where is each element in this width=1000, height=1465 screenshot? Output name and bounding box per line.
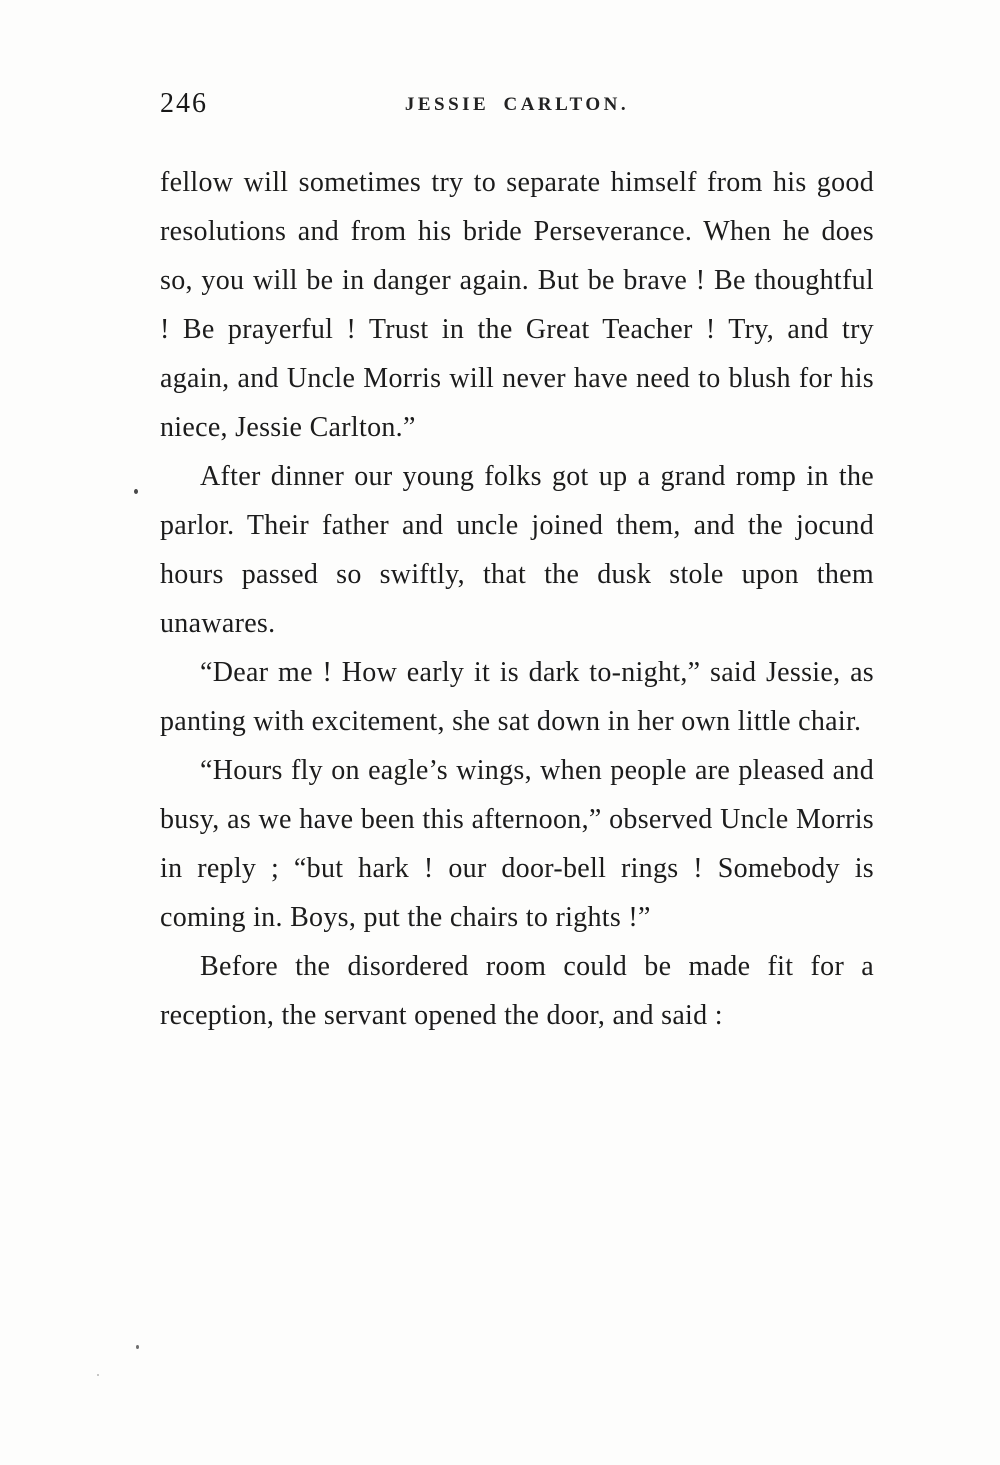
paragraph: After dinner our young folks got up a grand romp in the parlor. Their father and uncle joined them, and the jocund hours passed so swiftly, that the dusk stole upon them unawares. xyxy=(160,461,874,639)
page-header xyxy=(160,88,874,124)
ink-speck xyxy=(97,1374,99,1376)
page-number: 246 xyxy=(160,88,208,119)
running-header: JESSIE CARLTON. xyxy=(404,94,630,115)
paragraph: “Hours fly on eagle’s wings, when people are pleased and busy, as we have been this afternoon,” observed Uncle Morris in reply ; “but hark ! our door-bell rings ! Somebody is coming in. Boys, put the chairs to rights !” xyxy=(160,755,874,933)
paragraph: Before the disordered room could be made fit for a reception, the servant opened the door, and said : xyxy=(160,951,874,1031)
paragraph: fellow will sometimes try to separate himself from his good resolutions and from his bride Perseverance. When he does so, you will be in danger again. But be brave ! Be thoughtful ! Be prayerful ! Trust in the Great Teacher ! Try, and try again, and Uncle Morris will never have need to blush for his niece, Jessie Carlton.” xyxy=(160,167,874,443)
paragraph: “Dear me ! How early it is dark to-night,” said Jessie, as panting with excitement, she sat down in her own little chair. xyxy=(160,657,874,737)
ink-speck xyxy=(134,489,138,494)
page-body xyxy=(160,158,874,1040)
ink-speck xyxy=(136,1345,139,1349)
